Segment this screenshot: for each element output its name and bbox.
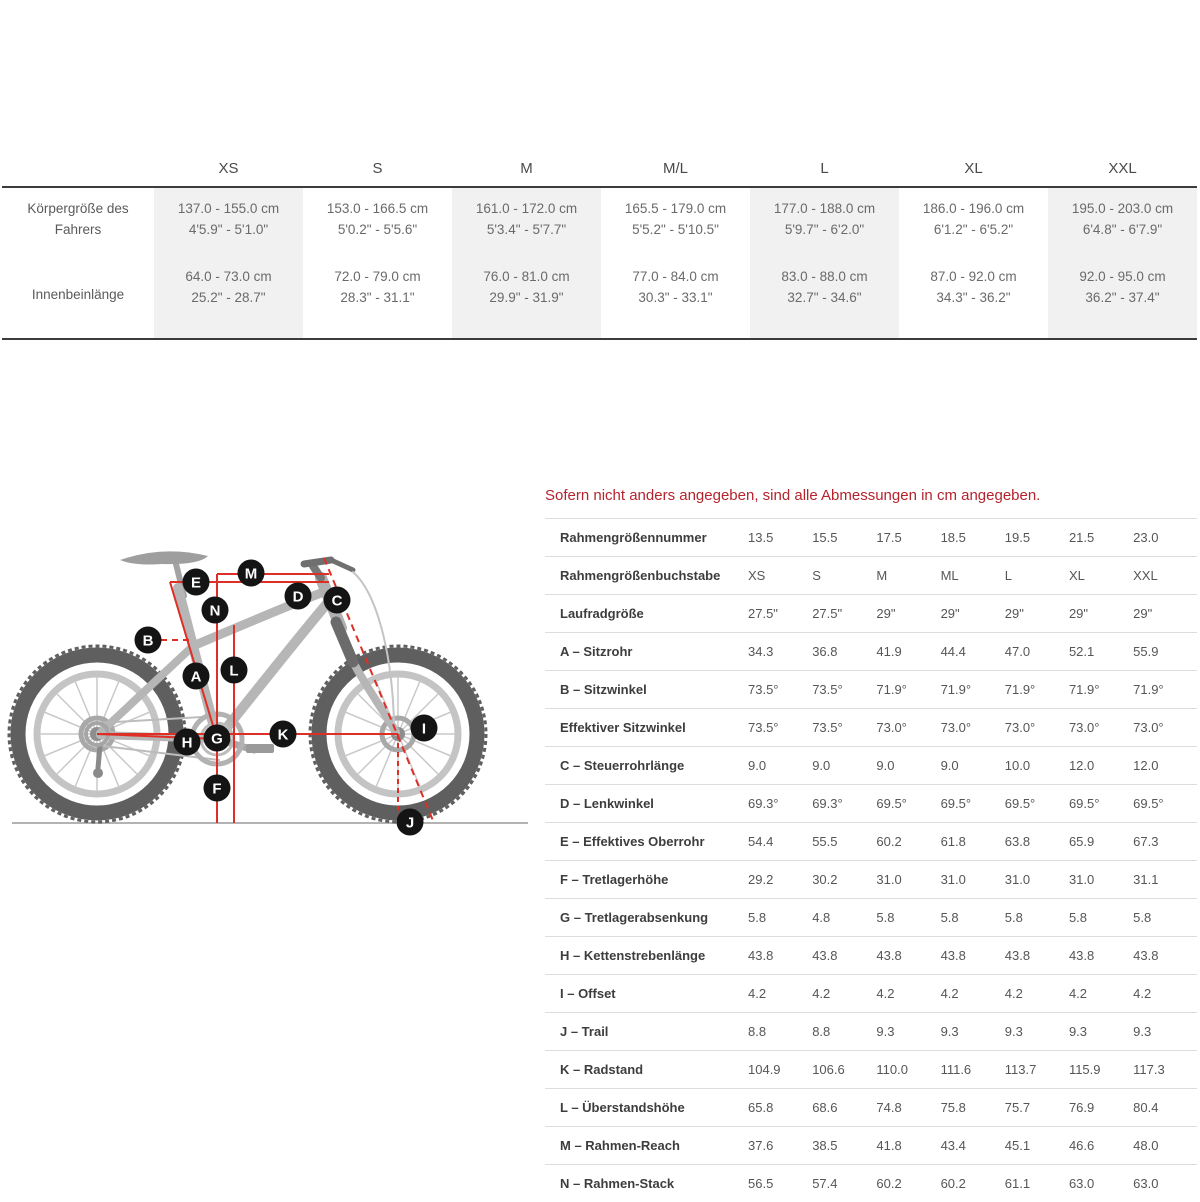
geometry-table-row — [545, 822, 1197, 860]
size-column-header: M — [520, 159, 533, 177]
svg-text:K: K — [277, 726, 289, 744]
size-cell-imperial: 28.3" - 31.1" — [340, 290, 415, 305]
geometry-cell: 69.5° — [876, 796, 907, 811]
geometry-cell: 73.5° — [812, 720, 843, 735]
geometry-cell: 9.0 — [812, 758, 831, 773]
size-row-label: Innenbeinlänge — [31, 286, 125, 302]
geometry-cell: 73.0° — [1133, 720, 1164, 735]
size-cell — [601, 250, 750, 338]
marker-b — [135, 627, 162, 654]
marker-n — [202, 597, 229, 624]
geometry-cell: 38.5 — [812, 1138, 838, 1153]
size-table-row — [2, 250, 1197, 338]
geometry-cell: 65.9 — [1068, 834, 1095, 849]
geometry-cell: 56.5 — [748, 1176, 774, 1191]
geometry-cell: 73.0° — [1068, 720, 1100, 735]
geometry-cell: 76.9 — [1068, 1100, 1095, 1115]
geometry-cell: 73.5° — [812, 682, 843, 697]
size-cell-cm: 153.0 - 166.5 cm — [326, 201, 429, 216]
size-cell-imperial: 6'1.2" - 6'5.2" — [933, 222, 1014, 237]
size-cell-cm: 83.0 - 88.0 cm — [781, 269, 868, 284]
geometry-cell: 31.0 — [876, 872, 902, 887]
geometry-cell: 110.0 — [876, 1062, 908, 1077]
geometry-cell: 4.2 — [1004, 986, 1023, 1001]
geometry-cell: 43.8 — [1068, 948, 1095, 963]
geometry-cell: S — [812, 568, 821, 583]
geometry-cell: 43.8 — [940, 948, 966, 963]
brake-lever — [331, 560, 353, 570]
geometry-cell: 29" — [1004, 606, 1024, 621]
geometry-cell: 71.9° — [1068, 682, 1100, 697]
geometry-cell: 27.5" — [812, 606, 843, 621]
geometry-cell: 9.0 — [940, 758, 959, 773]
geometry-cell: 55.9 — [1133, 644, 1159, 659]
geometry-row-label: Effektiver Sitzwinkel — [560, 720, 686, 735]
svg-text:A: A — [190, 668, 202, 686]
stem — [313, 566, 321, 578]
geometry-cell: 111.6 — [940, 1062, 972, 1077]
geometry-cell: ML — [940, 568, 959, 583]
svg-text:G: G — [211, 730, 223, 748]
geometry-cell: 65.8 — [748, 1100, 774, 1115]
size-cell-imperial: 5'0.2" - 5'5.6" — [337, 222, 418, 237]
size-table-header-row — [2, 150, 1197, 186]
geometry-cell: XS — [748, 568, 766, 583]
svg-text:F: F — [212, 780, 222, 798]
geometry-cell: 75.8 — [940, 1100, 966, 1115]
geometry-cell: 5.8 — [1133, 910, 1152, 925]
size-cell-cm: 64.0 - 73.0 cm — [185, 269, 272, 284]
geometry-cell: 4.8 — [812, 910, 831, 925]
size-cell-cm: 161.0 - 172.0 cm — [475, 201, 578, 216]
geometry-cell: 4.2 — [876, 986, 895, 1001]
size-column-header: S — [372, 159, 383, 177]
geometry-row-label: B – Sitzwinkel — [560, 682, 647, 697]
size-cell-imperial: 36.2" - 37.4" — [1085, 290, 1160, 305]
size-cell — [154, 250, 303, 338]
geometry-table-row — [545, 1164, 1197, 1202]
geometry-cell: 54.4 — [748, 834, 774, 849]
geometry-cell: 63.0 — [1068, 1176, 1095, 1191]
geometry-cell: 29" — [940, 606, 960, 621]
geometry-cell: 4.2 — [748, 986, 767, 1001]
geometry-cell: 8.8 — [748, 1024, 767, 1039]
geometry-table-row — [545, 1050, 1197, 1088]
size-cell — [601, 188, 750, 250]
size-cell — [1048, 188, 1197, 250]
geometry-cell: 9.3 — [940, 1024, 959, 1039]
geometry-cell: 67.3 — [1133, 834, 1159, 849]
size-cell-cm: 177.0 - 188.0 cm — [773, 201, 876, 216]
geometry-cell: 71.9° — [1004, 682, 1036, 697]
geometry-cell: 60.2 — [940, 1176, 966, 1191]
marker-f — [204, 775, 231, 802]
size-cell — [154, 188, 303, 250]
geometry-cell: 9.3 — [1133, 1024, 1152, 1039]
geometry-cell: 73.0° — [1004, 720, 1036, 735]
geometry-cell: 31.0 — [940, 872, 966, 887]
geometry-row-label: H – Kettenstrebenlänge — [560, 948, 706, 963]
marker-k — [270, 721, 297, 748]
size-cell-cm: 137.0 - 155.0 cm — [177, 201, 280, 216]
geometry-cell: 9.0 — [748, 758, 767, 773]
geometry-cell: 115.9 — [1068, 1062, 1101, 1077]
size-cell-imperial: 32.7" - 34.6" — [787, 290, 862, 305]
geometry-row-label: K – Radstand — [560, 1062, 644, 1077]
geometry-cell: 27.5" — [748, 606, 778, 621]
geometry-cell: 43.8 — [876, 948, 902, 963]
svg-text:J: J — [405, 814, 415, 832]
geometry-cell: 31.1 — [1133, 872, 1159, 887]
geometry-cell: 47.0 — [1004, 644, 1031, 659]
geometry-cell: 41.8 — [876, 1138, 902, 1153]
geometry-cell: 41.9 — [876, 644, 902, 659]
geometry-row-label: N – Rahmen-Stack — [560, 1176, 675, 1191]
geometry-row-label: J – Trail — [560, 1024, 609, 1039]
geometry-table-row — [545, 936, 1197, 974]
size-cell — [899, 250, 1048, 338]
geometry-cell: 5.8 — [1068, 910, 1088, 925]
size-cell — [452, 250, 601, 338]
marker-m — [238, 560, 265, 587]
geometry-cell: 43.8 — [1133, 948, 1159, 963]
svg-text:E: E — [190, 574, 202, 592]
geometry-cell: 63.0 — [1133, 1176, 1159, 1191]
geometry-cell: 61.1 — [1004, 1176, 1031, 1191]
size-table-row — [2, 188, 1197, 250]
geometry-table-row — [545, 898, 1197, 936]
geometry-cell: 10.0 — [1004, 758, 1031, 773]
geometry-cell: 18.5 — [940, 530, 966, 545]
svg-text:N: N — [209, 602, 221, 620]
marker-l — [221, 657, 248, 684]
geometry-cell: 4.2 — [1068, 986, 1088, 1001]
geometry-cell: 9.0 — [876, 758, 895, 773]
geometry-cell: 113.7 — [1004, 1062, 1037, 1077]
geometry-cell: 45.1 — [1004, 1138, 1031, 1153]
geometry-cell: 43.8 — [812, 948, 838, 963]
size-cell-imperial: 5'5.2" - 5'10.5" — [632, 222, 719, 237]
size-cell — [750, 188, 899, 250]
geometry-cell: 13.5 — [748, 530, 774, 545]
geometry-cell: 68.6 — [812, 1100, 838, 1115]
geometry-table-row — [545, 556, 1197, 594]
size-row-label: Körpergröße des Fahrers — [27, 201, 129, 237]
geometry-cell: 5.8 — [940, 910, 959, 925]
marker-c — [324, 587, 351, 614]
geometry-row-label: F – Tretlagerhöhe — [560, 872, 669, 887]
geometry-table — [545, 518, 1197, 1202]
size-cell-imperial: 34.3" - 36.2" — [936, 290, 1011, 305]
marker-e — [183, 569, 210, 596]
geometry-cell: 69.3° — [748, 796, 779, 811]
size-cell-cm: 195.0 - 203.0 cm — [1071, 201, 1174, 216]
geometry-cell: 31.0 — [1068, 872, 1095, 887]
bike-diagram-svg — [0, 530, 540, 878]
svg-text:B: B — [142, 632, 154, 650]
geometry-cell: 29" — [1133, 606, 1153, 621]
geometry-cell: 4.2 — [1133, 986, 1152, 1001]
size-cell — [750, 250, 899, 338]
geometry-row-label: Rahmengrößenbuchstabe — [560, 568, 721, 583]
geometry-cell: 60.2 — [876, 834, 902, 849]
geometry-cell: 31.0 — [1004, 872, 1031, 887]
geometry-cell: 29.2 — [748, 872, 774, 887]
geometry-table-row — [545, 1126, 1197, 1164]
geometry-row-label: A – Sitzrohr — [560, 644, 633, 659]
geometry-cell: 5.8 — [876, 910, 895, 925]
size-cell — [899, 188, 1048, 250]
size-column-header: XL — [964, 159, 983, 177]
geometry-cell: 15.5 — [812, 530, 838, 545]
marker-g — [204, 725, 231, 752]
geometry-row-label: I – Offset — [560, 986, 616, 1001]
pedal — [246, 744, 274, 753]
size-cell-cm: 77.0 - 84.0 cm — [632, 269, 719, 284]
saddle — [120, 551, 208, 564]
size-cell — [1048, 250, 1197, 338]
marker-h — [174, 729, 201, 756]
geometry-cell: 37.6 — [748, 1138, 774, 1153]
geometry-row-label: Rahmengrößennummer — [560, 530, 707, 545]
geometry-cell: 43.8 — [1004, 948, 1031, 963]
geometry-cell: 4.2 — [940, 986, 959, 1001]
geometry-cell: 5.8 — [1004, 910, 1023, 925]
size-cell — [303, 250, 452, 338]
svg-text:C: C — [331, 592, 343, 610]
geometry-cell: 9.3 — [1068, 1024, 1088, 1039]
geometry-cell: 44.4 — [940, 644, 966, 659]
size-cell-imperial: 5'9.7" - 6'2.0" — [784, 222, 865, 237]
geometry-cell: 63.8 — [1004, 834, 1031, 849]
marker-d — [285, 583, 312, 610]
geometry-cell: 55.5 — [812, 834, 838, 849]
geometry-row-label: L – Überstandshöhe — [560, 1100, 685, 1115]
geometry-cell: 46.6 — [1068, 1138, 1095, 1153]
geometry-cell: 12.0 — [1133, 758, 1159, 773]
geometry-cell: 71.9° — [1133, 682, 1164, 697]
size-cell-imperial: 25.2" - 28.7" — [191, 290, 266, 305]
svg-text:M: M — [244, 565, 258, 583]
geometry-table-row — [545, 594, 1197, 632]
geometry-table-row — [545, 518, 1197, 556]
geometry-cell: 73.5° — [748, 720, 779, 735]
fork-stanchion — [336, 622, 353, 662]
geometry-cell: 21.5 — [1068, 530, 1095, 545]
size-column-header: M/L — [662, 159, 688, 177]
size-table-body — [2, 186, 1197, 340]
geometry-cell: 73.0° — [876, 720, 907, 735]
size-cell-imperial: 6'4.8" - 6'7.9" — [1082, 222, 1163, 237]
size-cell-imperial: 5'3.4" - 5'7.7" — [486, 222, 567, 237]
geometry-cell: 73.0° — [940, 720, 972, 735]
geometry-row-label: G – Tretlagerabsenkung — [560, 910, 709, 925]
geometry-table-row — [545, 670, 1197, 708]
geometry-cell: 34.3 — [748, 644, 774, 659]
geometry-cell: XXL — [1133, 568, 1158, 583]
geometry-table-row — [545, 974, 1197, 1012]
geometry-cell: 117.3 — [1133, 1062, 1165, 1077]
geometry-cell: 69.5° — [1133, 796, 1164, 811]
geometry-cell: 69.5° — [1004, 796, 1036, 811]
geometry-row-label: Laufradgröße — [560, 606, 644, 621]
geometry-cell: 106.6 — [812, 1062, 845, 1077]
size-cell-cm: 165.5 - 179.0 cm — [624, 201, 727, 216]
svg-text:I: I — [421, 720, 427, 738]
geometry-row-label: D – Lenkwinkel — [560, 796, 654, 811]
geometry-table-row — [545, 632, 1197, 670]
geometry-cell: 9.3 — [1004, 1024, 1023, 1039]
geometry-cell: L — [1004, 568, 1012, 583]
size-column-header: L — [820, 159, 829, 177]
size-table — [2, 150, 1197, 340]
geometry-cell: M — [876, 568, 888, 583]
marker-a — [183, 663, 210, 690]
geometry-table-row — [545, 784, 1197, 822]
geometry-cell: 69.5° — [940, 796, 972, 811]
geometry-cell: 69.3° — [812, 796, 843, 811]
marker-i — [411, 715, 438, 742]
geometry-cell: 19.5 — [1004, 530, 1031, 545]
geometry-row-label: M – Rahmen-Reach — [560, 1138, 680, 1153]
size-column-header: XS — [218, 159, 239, 177]
geometry-row-label: E – Effektives Oberrohr — [560, 834, 705, 849]
geometry-cell: 104.9 — [748, 1062, 781, 1077]
geometry-row-label: C – Steuerrohrlänge — [560, 758, 685, 773]
geometry-cell: XL — [1068, 568, 1085, 583]
size-cell — [452, 188, 601, 250]
svg-text:H: H — [181, 734, 193, 752]
geometry-table-row — [545, 860, 1197, 898]
geometry-cell: 30.2 — [812, 872, 838, 887]
geometry-cell: 75.7 — [1004, 1100, 1031, 1115]
geometry-table-row — [545, 1088, 1197, 1126]
size-cell — [303, 188, 452, 250]
geometry-table-row — [545, 746, 1197, 784]
geometry-cell: 61.8 — [940, 834, 966, 849]
marker-j — [397, 809, 424, 836]
geometry-table-row — [545, 708, 1197, 746]
size-cell-imperial: 4'5.9" - 5'1.0" — [188, 222, 269, 237]
geometry-cell: 69.5° — [1068, 796, 1100, 811]
size-cell-imperial: 29.9" - 31.9" — [489, 290, 564, 305]
size-cell-cm: 87.0 - 92.0 cm — [930, 269, 1017, 284]
geometry-table-row — [545, 1012, 1197, 1050]
geometry-cell: 4.2 — [812, 986, 831, 1001]
svg-text:D: D — [292, 588, 304, 606]
geometry-cell: 43.8 — [748, 948, 774, 963]
size-column-header: XXL — [1108, 159, 1137, 177]
geometry-cell: 71.9° — [940, 682, 972, 697]
geometry-cell: 8.8 — [812, 1024, 831, 1039]
geometry-cell: 36.8 — [812, 644, 838, 659]
size-cell-cm: 76.0 - 81.0 cm — [483, 269, 570, 284]
geometry-cell: 17.5 — [876, 530, 902, 545]
geometry-cell: 57.4 — [812, 1176, 838, 1191]
units-note: Sofern nicht anders angegeben, sind alle Abmessungen in cm angegeben. — [545, 487, 1041, 504]
size-cell-imperial: 30.3" - 33.1" — [638, 290, 713, 305]
geometry-cell: 5.8 — [748, 910, 767, 925]
geometry-cell: 71.9° — [876, 682, 907, 697]
svg-text:L: L — [229, 662, 239, 680]
geometry-cell: 48.0 — [1133, 1138, 1159, 1153]
size-cell-cm: 186.0 - 196.0 cm — [922, 201, 1025, 216]
geometry-cell: 29" — [876, 606, 896, 621]
geometry-cell: 73.5° — [748, 682, 779, 697]
geometry-cell: 12.0 — [1068, 758, 1095, 773]
geometry-cell: 60.2 — [876, 1176, 902, 1191]
bike-geometry-diagram — [0, 530, 540, 878]
geometry-cell: 29" — [1068, 606, 1089, 621]
geometry-cell: 43.4 — [940, 1138, 966, 1153]
geometry-cell: 23.0 — [1133, 530, 1159, 545]
size-cell-cm: 72.0 - 79.0 cm — [334, 269, 421, 284]
derailleur — [98, 746, 100, 768]
geometry-cell: 9.3 — [876, 1024, 895, 1039]
size-cell-cm: 92.0 - 95.0 cm — [1079, 269, 1166, 284]
geometry-cell: 80.4 — [1133, 1100, 1159, 1115]
geometry-cell: 52.1 — [1068, 644, 1095, 659]
geometry-cell: 74.8 — [876, 1100, 902, 1115]
